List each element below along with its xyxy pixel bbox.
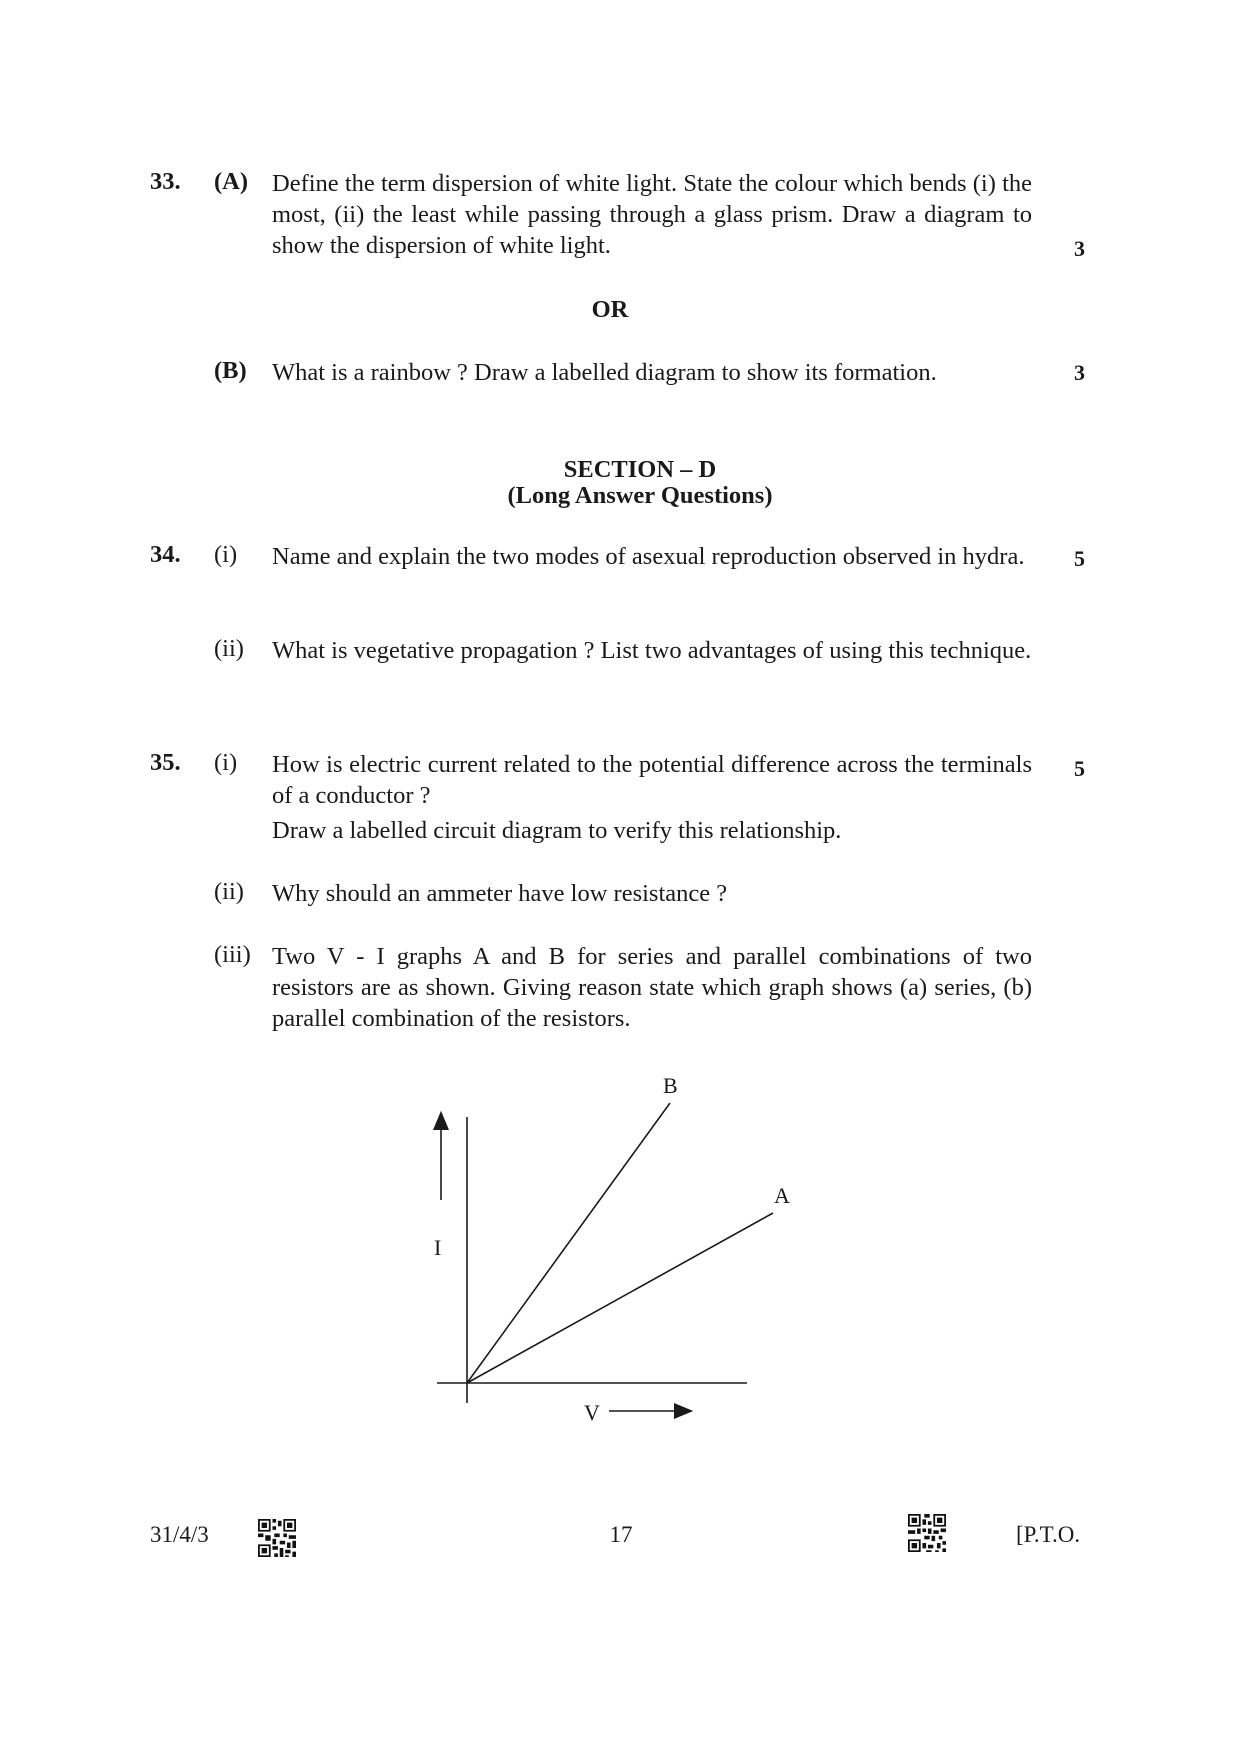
q34-part-i-text: Name and explain the two modes of asexual reproduction observed in hydra. [272,543,1025,570]
q34-part-ii-label: (ii) [214,635,244,662]
qr-code-icon-left [258,1519,296,1557]
page-number: 17 [609,1522,633,1547]
line-a-label: A [774,1183,790,1208]
q35-part-i-text: How is electric current related to the potential difference across the terminals of a conductor ? [272,751,1032,809]
section-subtitle: (Long Answer Questions) [507,482,773,509]
or-separator: OR [591,296,629,323]
x-axis-label: V [584,1400,600,1425]
q33-part-a-label: (A) [214,168,249,195]
q33-part-b-label: (B) [214,357,247,384]
q35-part-iii-label: (iii) [214,941,251,968]
q35-part-ii-text: Why should an ammeter have low resistance ? [272,880,728,907]
q34-marks: 5 [1074,546,1085,571]
q35-part-i-text-2: Draw a labelled circuit diagram to verify this relationship. [272,817,842,844]
graph-line-a [467,1213,773,1383]
q35-part-ii-label: (ii) [214,878,244,905]
question-number-34: 34. [150,541,181,568]
question-number-33: 33. [150,168,181,195]
paper-code: 31/4/3 [150,1522,209,1547]
section-title: SECTION – D [563,456,717,483]
q33-part-b-marks: 3 [1074,360,1085,385]
q33-part-a-text: Define the term dispersion of white light. State the colour which bends (i) the most, (ii) the least while passing through a glass prism. Draw a diagram to show the dispersion of white light. [272,170,1032,259]
line-b-label: B [663,1073,678,1098]
graph-line-b [467,1103,670,1383]
q34-part-ii-text: What is vegetative propagation ? List two advantages of using this technique. [272,637,1032,664]
q35-marks: 5 [1074,756,1085,781]
vi-graph [400,1060,800,1440]
q33-part-b-text: What is a rainbow ? Draw a labelled diagram to show its formation. [272,359,937,386]
q34-part-i-label: (i) [214,541,238,568]
please-turn-over: [P.T.O. [1016,1522,1081,1547]
y-axis-label: I [434,1235,442,1260]
q35-part-i-label: (i) [214,749,238,776]
question-number-35: 35. [150,749,181,776]
q33-part-a-marks: 3 [1074,236,1085,261]
q35-part-iii-text: Two V - I graphs A and B for series and parallel combinations of two resistors are as shown. Giving reason state which graph shows (a) series, (b) parallel combination of the resistors. [272,943,1032,1032]
qr-code-icon-right [908,1514,946,1552]
